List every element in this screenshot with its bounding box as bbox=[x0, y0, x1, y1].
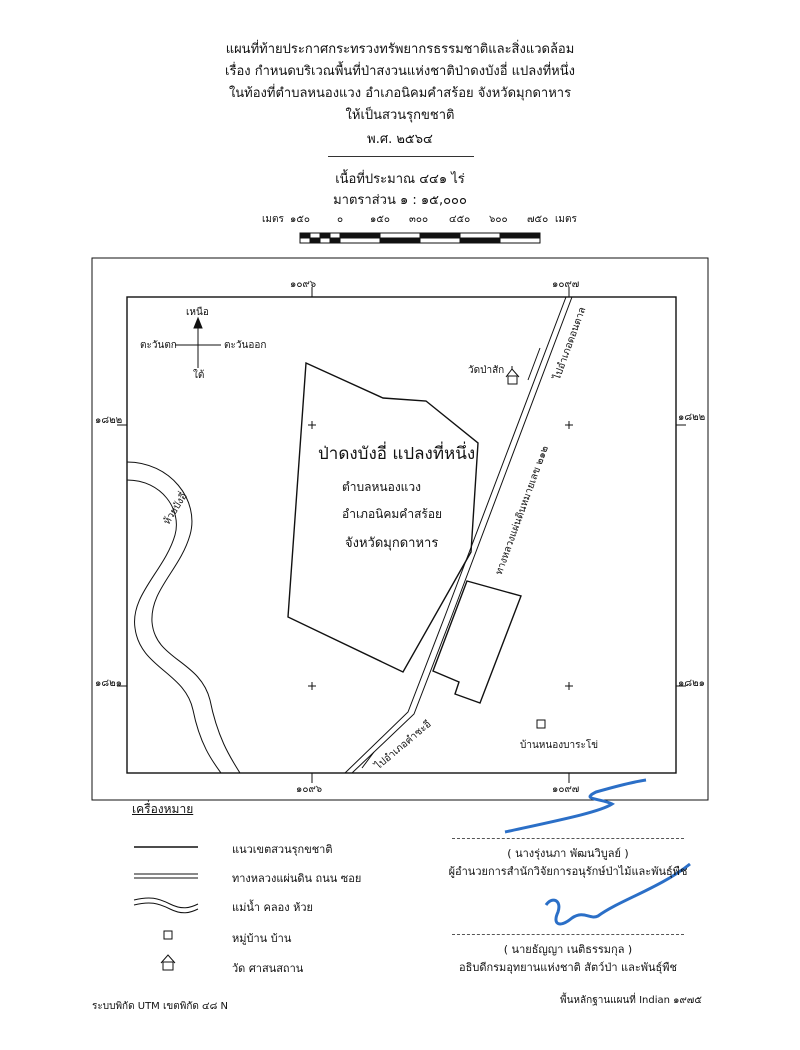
temple-icon bbox=[506, 366, 519, 384]
grid-label: ๑๐๙๗ bbox=[552, 784, 580, 795]
legend-item-boundary: แนวเขตสวนรุกขชาติ bbox=[232, 843, 333, 856]
grid-label: ๑๐๙๗ bbox=[552, 279, 580, 290]
scale-tick-label: ๑๕๐ bbox=[290, 214, 311, 225]
scale-tick-label: ๖๐๐ bbox=[489, 214, 508, 225]
legend-item-river: แม่น้ำ คลอง ห้วย bbox=[232, 901, 313, 914]
scale-tick-label: ๑๕๐ bbox=[370, 214, 391, 225]
parcel-title: ป่าดงบังอี่ แปลงที่หนึ่ง bbox=[318, 444, 476, 464]
scale-tick-label: ๐ bbox=[337, 214, 344, 225]
grid-label: ๑๐๙๖ bbox=[290, 279, 317, 290]
legend-item-road: ทางหลวงแผ่นดิน ถนน ซอย bbox=[232, 872, 362, 885]
parcel-subdistrict: ตำบลหนองแวง bbox=[342, 480, 422, 494]
road-to-north-label: ไปอำเภอดอนตาล bbox=[551, 305, 589, 382]
scale-text: มาตราส่วน ๑ : ๑๕,๐๐๐ bbox=[333, 193, 467, 208]
footer-datum: พื้นหลักฐานแผนที่ Indian ๑๙๗๕ bbox=[560, 995, 702, 1006]
temple-label: วัดป่าสัก bbox=[468, 365, 505, 376]
scale-unit-right: เมตร bbox=[555, 214, 577, 225]
signatory-1-title: ผู้อำนวยการสำนักวิจัยการอนุรักษ์ป่าไม้และพันธุ์พืช bbox=[448, 865, 688, 878]
village-square-icon bbox=[537, 720, 545, 728]
village-label: บ้านหนองบาระโข่ bbox=[520, 740, 599, 751]
footer-coordinate-system: ระบบพิกัด UTM เขตพิกัด ๔๘ N bbox=[92, 1001, 229, 1012]
grid-label: ๑๘๒๒ bbox=[678, 412, 706, 423]
grid-label: ๑๐๙๖ bbox=[296, 784, 323, 795]
road-line-icon bbox=[134, 874, 198, 878]
header-line-5: พ.ศ. ๒๕๖๔ bbox=[367, 132, 433, 147]
scale-tick-label: ๓๐๐ bbox=[409, 214, 429, 225]
header-line-4: ให้เป็นสวนรุกขชาติ bbox=[345, 108, 455, 123]
legend-item-temple: วัด ศาสนสถาน bbox=[232, 962, 304, 975]
parcel-district: อำเภอนิคมคำสร้อย bbox=[342, 507, 443, 521]
signatory-2-name: ( นายธัญญา เนติธรรมกุล ) bbox=[503, 943, 633, 956]
signature-line bbox=[452, 838, 684, 839]
header-line-2: เรื่อง กำหนดบริเวณพื้นที่ป่าสงวนแห่งชาติป่าดงบังอี่ แปลงที่หนึ่ง bbox=[225, 64, 575, 79]
compass-north-label: เหนือ bbox=[186, 307, 209, 318]
signatory-1-name: ( นางรุ่งนภา พัฒนวิบูลย์ ) bbox=[507, 847, 629, 860]
scale-tick-label: ๔๕๐ bbox=[449, 214, 471, 225]
legend-item-village: หมู่บ้าน บ้าน bbox=[232, 932, 292, 945]
grid-label: ๑๘๒๑ bbox=[678, 678, 706, 689]
header-line-3: ในท้องที่ตำบลหนองแวง อำเภอนิคมคำสร้อย จังหวัดมุกดาหาร bbox=[228, 86, 572, 101]
outer-frame bbox=[92, 258, 708, 800]
signature-line bbox=[452, 934, 684, 935]
header-line-1: แผนที่ท้ายประกาศกระทรวงทรัพยากรธรรมชาติและสิ่งแวดล้อม bbox=[225, 42, 575, 57]
road-to-south-label: ไปอำเภอคำชะอี bbox=[373, 718, 434, 772]
compass-west-label: ตะวันตก bbox=[140, 340, 177, 351]
parcel-province: จังหวัดมุกดาหาร bbox=[345, 536, 439, 551]
grid-label: ๑๘๒๒ bbox=[95, 415, 123, 426]
river-line-icon bbox=[134, 898, 198, 913]
forest-boundary-parcel-east bbox=[433, 581, 521, 703]
compass-icon bbox=[175, 318, 221, 368]
highway-label: ทางหลวงแผ่นดินหมายเลข ๒๑๒ bbox=[493, 444, 551, 577]
village-square-icon bbox=[164, 931, 172, 939]
stream-label: ห้วยบังอี่ bbox=[161, 491, 190, 527]
scale-unit-left: เมตร bbox=[262, 214, 284, 225]
scale-tick-label: ๗๕๐ bbox=[527, 214, 549, 225]
scale-bar bbox=[300, 233, 540, 243]
compass-south-label: ใต้ bbox=[193, 370, 205, 381]
area-text: เนื้อที่ประมาณ ๔๔๑ ไร่ bbox=[335, 172, 465, 187]
compass-east-label: ตะวันออก bbox=[224, 340, 267, 351]
legend-title: เครื่องหมาย bbox=[132, 802, 194, 816]
direction-arrow-icon bbox=[362, 348, 540, 768]
temple-icon bbox=[161, 955, 175, 970]
signatory-2-title: อธิบดีกรมอุทยานแห่งชาติ สัตว์ป่า และพันธุ์พืช bbox=[459, 961, 677, 974]
grid-label: ๑๘๒๑ bbox=[95, 678, 123, 689]
